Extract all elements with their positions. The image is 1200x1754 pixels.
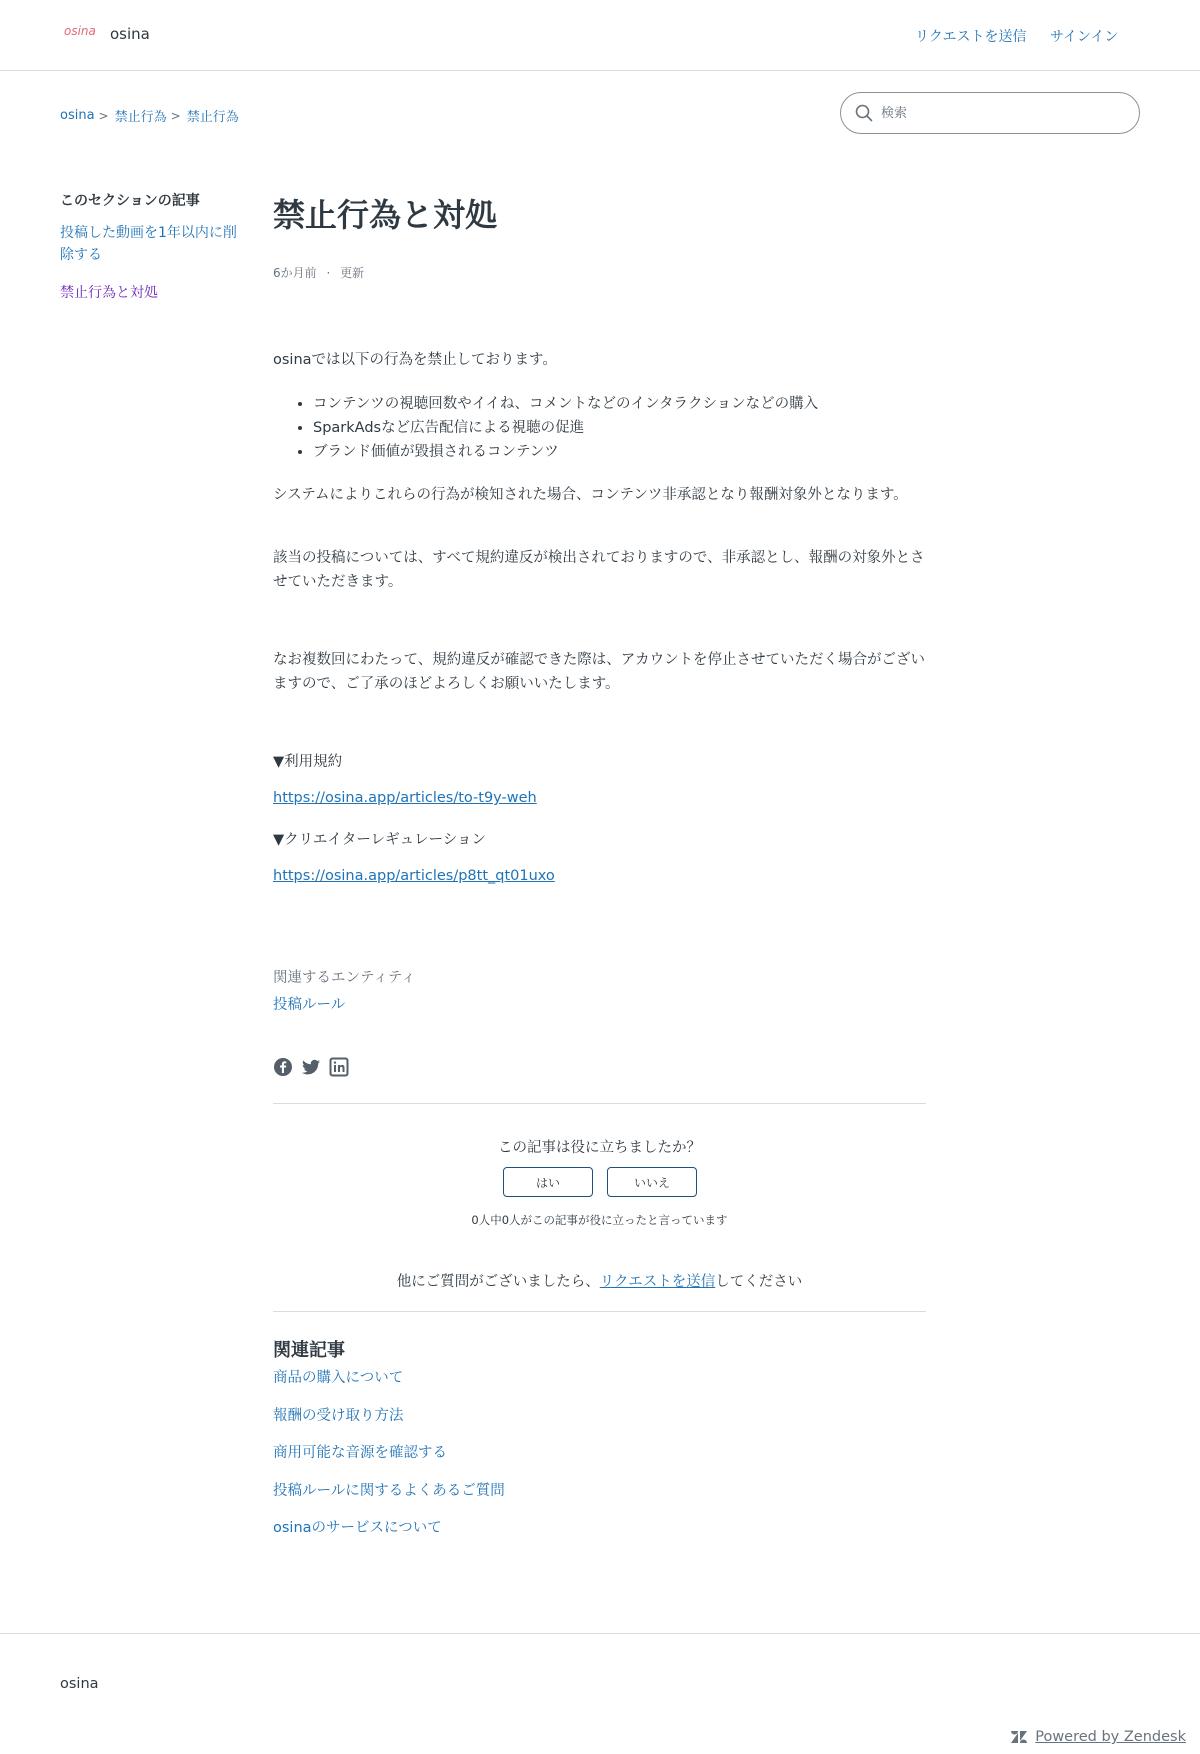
- twitter-icon[interactable]: [301, 1057, 321, 1077]
- site-header: [0, 0, 1200, 71]
- breadcrumb-item-category[interactable]: 禁止行為: [114, 110, 167, 125]
- search-box[interactable]: [840, 92, 1140, 134]
- search-icon: [855, 104, 873, 122]
- brand-name[interactable]: osina: [110, 25, 150, 43]
- powered-by-link[interactable]: Powered by Zendesk: [1035, 1729, 1186, 1745]
- breadcrumb: [60, 106, 239, 125]
- prohibited-list: [313, 392, 913, 464]
- vote-yes-button[interactable]: はい: [503, 1167, 593, 1197]
- zendesk-icon: [1011, 1730, 1027, 1744]
- vote-count: 0人中0人がこの記事が役に立ったと言っています: [471, 1213, 728, 1227]
- list-item: • ブランド価値が毀損されるコンテンツ: [313, 440, 913, 464]
- related-article-link[interactable]: 報酬の受け取り方法: [273, 1408, 404, 1424]
- breadcrumb-item-section[interactable]: 禁止行為: [186, 110, 239, 125]
- footer-brand-name[interactable]: osina: [60, 1676, 99, 1692]
- related-article-link[interactable]: 投稿ルールに関するよくあるご質問: [273, 1483, 505, 1499]
- sign-in-link[interactable]: サインイン: [1050, 29, 1119, 45]
- breadcrumb-separator: >: [170, 108, 181, 123]
- sidebar-item-delete-video[interactable]: 投稿した動画を1年以内に削除する: [60, 225, 237, 263]
- facebook-icon[interactable]: [273, 1057, 293, 1077]
- article-paragraph: 該当の投稿については、すべて規約違反が検出されておりますので、非承認とし、報酬の対象外とさせていただきます。: [273, 550, 925, 590]
- related-article-link[interactable]: 商品の購入について: [273, 1370, 404, 1386]
- divider: [273, 1103, 926, 1104]
- vote-no-button[interactable]: いいえ: [607, 1167, 697, 1197]
- related-article-link[interactable]: osinaのサービスについて: [273, 1520, 442, 1536]
- related-article-link[interactable]: 商用可能な音源を確認する: [273, 1445, 447, 1461]
- related-entity-label: 関連するエンティティ: [273, 970, 416, 986]
- terms-heading: ▼利用規約: [273, 754, 343, 770]
- request-callout: [273, 1270, 926, 1291]
- sidebar-title: このセクションの記事: [60, 193, 200, 209]
- request-text-after: してください: [715, 1274, 803, 1290]
- vote-question: この記事は役に立ちましたか？: [498, 1140, 701, 1156]
- breadcrumb-separator: >: [98, 108, 109, 123]
- regulation-heading: ▼クリエイターレギュレーション: [273, 832, 486, 848]
- divider: [273, 1311, 926, 1312]
- linkedin-icon[interactable]: [329, 1057, 349, 1077]
- site-footer: [0, 1633, 1200, 1754]
- breadcrumb-item-home[interactable]: osina: [60, 108, 95, 123]
- logo[interactable]: osina: [64, 24, 96, 38]
- powered-by: [1011, 1729, 1186, 1745]
- regulation-link[interactable]: https://osina.app/articles/p8tt_qt01uxo: [273, 868, 555, 884]
- request-link[interactable]: リクエストを送信: [599, 1274, 716, 1290]
- article-paragraph: なお複数回にわたって、規約違反が確認できた際は、アカウントを停止させていただく場合がございますので、ご了承のほどよろしくお願いいたします。: [273, 652, 926, 692]
- article-meta: [273, 264, 364, 281]
- related-articles-title: 関連記事: [273, 1340, 345, 1361]
- search-input[interactable]: [881, 102, 1121, 124]
- list-item: • コンテンツの視聴回数やイイね、コメントなどのインタラクションなどの購入: [313, 392, 913, 416]
- related-entity-link[interactable]: 投稿ルール: [273, 997, 346, 1013]
- article-intro: osinaでは以下の行為を禁止しております。: [273, 352, 557, 368]
- article-meta-separator: ·: [326, 266, 331, 280]
- list-item: • SparkAdsなど広告配信による視聴の促進: [313, 416, 913, 440]
- article-meta-status: 更新: [340, 266, 365, 280]
- submit-request-link[interactable]: リクエストを送信: [915, 29, 1027, 45]
- request-text-before: 他にご質問がございましたら、: [396, 1274, 600, 1290]
- sidebar-item-prohibited-acts[interactable]: 禁止行為と対処: [60, 285, 158, 301]
- page-title: 禁止行為と対処: [273, 196, 498, 234]
- terms-link[interactable]: https://osina.app/articles/to-t9y-weh: [273, 790, 537, 806]
- article-paragraph: システムによりこれらの行為が検知された場合、コンテンツ非承認となり報酬対象外となります。: [273, 487, 908, 503]
- share-icons: [273, 1057, 349, 1077]
- article-meta-time: 6か月前: [273, 266, 317, 280]
